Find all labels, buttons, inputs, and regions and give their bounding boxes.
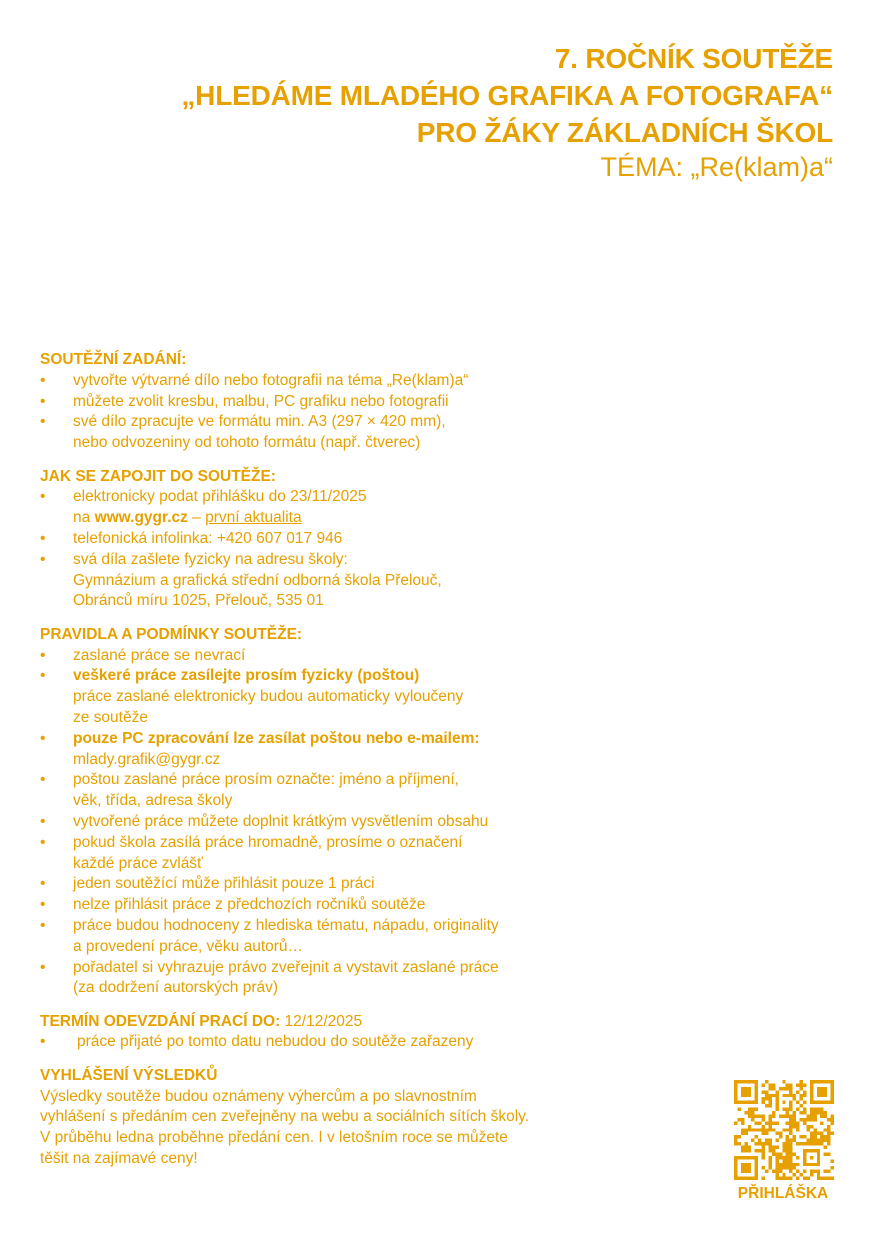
bullet: • <box>40 916 46 934</box>
qr-code-icon[interactable] <box>734 1080 834 1180</box>
list-item <box>40 874 680 895</box>
item-text: (za dodržení autorských práv) <box>73 979 279 997</box>
assignment-list <box>40 371 680 454</box>
bullet: • <box>40 958 46 976</box>
list-item <box>40 833 680 875</box>
bullet: • <box>40 550 46 568</box>
web-link[interactable]: www.gygr.cz <box>94 509 188 527</box>
results-line: V průběhu ledna proběhne předání cen. I v letošním roce se můžete <box>40 1129 508 1147</box>
deadline-label: TERMÍN ODEVZDÁNÍ PRACÍ DO: <box>40 1012 281 1030</box>
results-line: vyhlášení s předáním cen zveřejněny na webu a sociálních sítích školy. <box>40 1108 530 1126</box>
bullet: • <box>40 392 46 410</box>
item-text: můžete zvolit kresbu, malbu, PC grafiku nebo fotografii <box>73 392 449 410</box>
email-link[interactable]: mlady.grafik@gygr.cz <box>73 750 221 768</box>
item-text: práce budou hodnoceny z hlediska tématu, nápadu, originality <box>73 916 499 934</box>
list-item <box>40 770 680 812</box>
list-item <box>40 916 680 958</box>
list-item <box>40 1032 680 1053</box>
bullet: • <box>40 1033 46 1051</box>
deadline-list <box>40 1032 680 1053</box>
qr-label: PŘIHLÁŠKA <box>737 1185 829 1202</box>
item-text: nebo odvozeniny od tohoto formátu (např. čtverec) <box>73 434 421 452</box>
rules-list <box>40 646 680 1000</box>
join-section <box>40 467 680 613</box>
bullet: • <box>40 833 46 851</box>
deadline-title <box>40 1012 680 1033</box>
item-text: a provedení práce, věku autorů… <box>73 937 304 955</box>
list-item <box>40 729 680 771</box>
rules-title: PRAVIDLA A PODMÍNKY SOUTĚŽE: <box>40 625 303 643</box>
list-item <box>40 646 680 667</box>
list-item <box>40 392 680 413</box>
header-line-2: „HLEDÁME MLADÉHO GRAFIKA A FOTOGRAFA“ <box>181 80 833 111</box>
results-section <box>40 1066 680 1170</box>
list-item <box>40 412 680 454</box>
item-text: jeden soutěžící může přihlásit pouze 1 práci <box>73 875 375 893</box>
item-text: ze soutěže <box>73 708 148 726</box>
results-line: těšit na zajímavé ceny! <box>40 1150 198 1168</box>
list-item <box>40 529 680 550</box>
item-text: pokud škola zasílá práce hromadně, prosíme o označení <box>73 833 463 851</box>
item-text: elektronicky podat přihlášku do 23/11/2025 <box>73 488 367 506</box>
bullet: • <box>40 529 46 547</box>
item-text: vytvořte výtvarné dílo nebo fotografii na téma „Re(klam)a“ <box>73 371 469 389</box>
item-text: poštou zaslané práce prosím označte: jméno a příjmení, <box>73 771 459 789</box>
assignment-section <box>40 350 680 454</box>
item-text: nelze přihlásit práce z předchozích ročníků soutěže <box>73 896 426 914</box>
item-text: zaslané práce se nevrací <box>73 646 246 664</box>
item-text: své dílo zpracujte ve formátu min. A3 (297 × 420 mm), <box>73 413 446 431</box>
bullet: • <box>40 875 46 893</box>
list-item <box>40 958 680 1000</box>
item-text: práce zaslané elektronicky budou automaticky vyloučeny <box>73 688 464 706</box>
bullet: • <box>40 771 46 789</box>
results-line: Výsledky soutěže budou oznámeny výhercům a po slavnostním <box>40 1087 477 1105</box>
theme-line: TÉMA: „Re(klam)a“ <box>600 152 833 182</box>
bullet: • <box>40 896 46 914</box>
bullet: • <box>40 646 46 664</box>
content <box>40 350 680 1182</box>
item-text: telefonická infolinka: +420 607 017 946 <box>73 529 343 547</box>
join-list <box>40 487 680 612</box>
item-text: veškeré práce zasílejte prosím fyzicky (poštou) <box>73 667 420 685</box>
bullet: • <box>40 371 46 389</box>
header-line-3: PRO ŽÁKY ZÁKLADNÍCH ŠKOL <box>416 117 833 148</box>
list-item <box>40 371 680 392</box>
list-item <box>40 812 680 833</box>
join-title: JAK SE ZAPOJIT DO SOUTĚŽE: <box>40 467 276 485</box>
dash-text: – <box>187 509 206 527</box>
item-text: pořadatel si vyhrazuje právo zveřejnit a vystavit zaslané práce <box>73 958 499 976</box>
list-item <box>40 550 680 612</box>
header <box>181 40 833 183</box>
na-text: na <box>73 509 95 527</box>
bullet: • <box>40 729 46 747</box>
first-news-link[interactable]: první aktualita <box>205 509 302 527</box>
rules-section <box>40 625 680 999</box>
list-item <box>40 487 680 529</box>
item-text: věk, třída, adresa školy <box>73 792 233 810</box>
bullet: • <box>40 812 46 830</box>
assignment-title: SOUTĚŽNÍ ZADÁNÍ: <box>40 351 187 368</box>
item-text: práce přijaté po tomto datu nebudou do soutěže zařazeny <box>77 1033 474 1051</box>
results-title: VYHLÁŠENÍ VÝSLEDKŮ <box>40 1066 218 1084</box>
item-text: svá díla zašlete fyzicky na adresu školy: <box>73 550 348 568</box>
item-text: každé práce zvlášť <box>73 854 203 872</box>
deadline-date: 12/12/2025 <box>280 1012 363 1030</box>
header-line-1: 7. ROČNÍK SOUTĚŽE <box>554 43 833 74</box>
item-text: pouze PC zpracování lze zasílat poštou nebo e-mailem: <box>73 729 480 747</box>
item-text: Gymnázium a grafická střední odborná škola Přelouč, <box>73 571 442 589</box>
bullet: • <box>40 413 46 431</box>
list-item <box>40 895 680 916</box>
list-item <box>40 666 680 728</box>
bullet: • <box>40 488 46 506</box>
item-text <box>73 508 680 529</box>
item-text: Obránců míru 1025, Přelouč, 535 01 <box>73 592 324 610</box>
deadline-section <box>40 1012 680 1054</box>
item-text: vytvořené práce můžete doplnit krátkým vysvětlením obsahu <box>73 812 489 830</box>
bullet: • <box>40 667 46 685</box>
